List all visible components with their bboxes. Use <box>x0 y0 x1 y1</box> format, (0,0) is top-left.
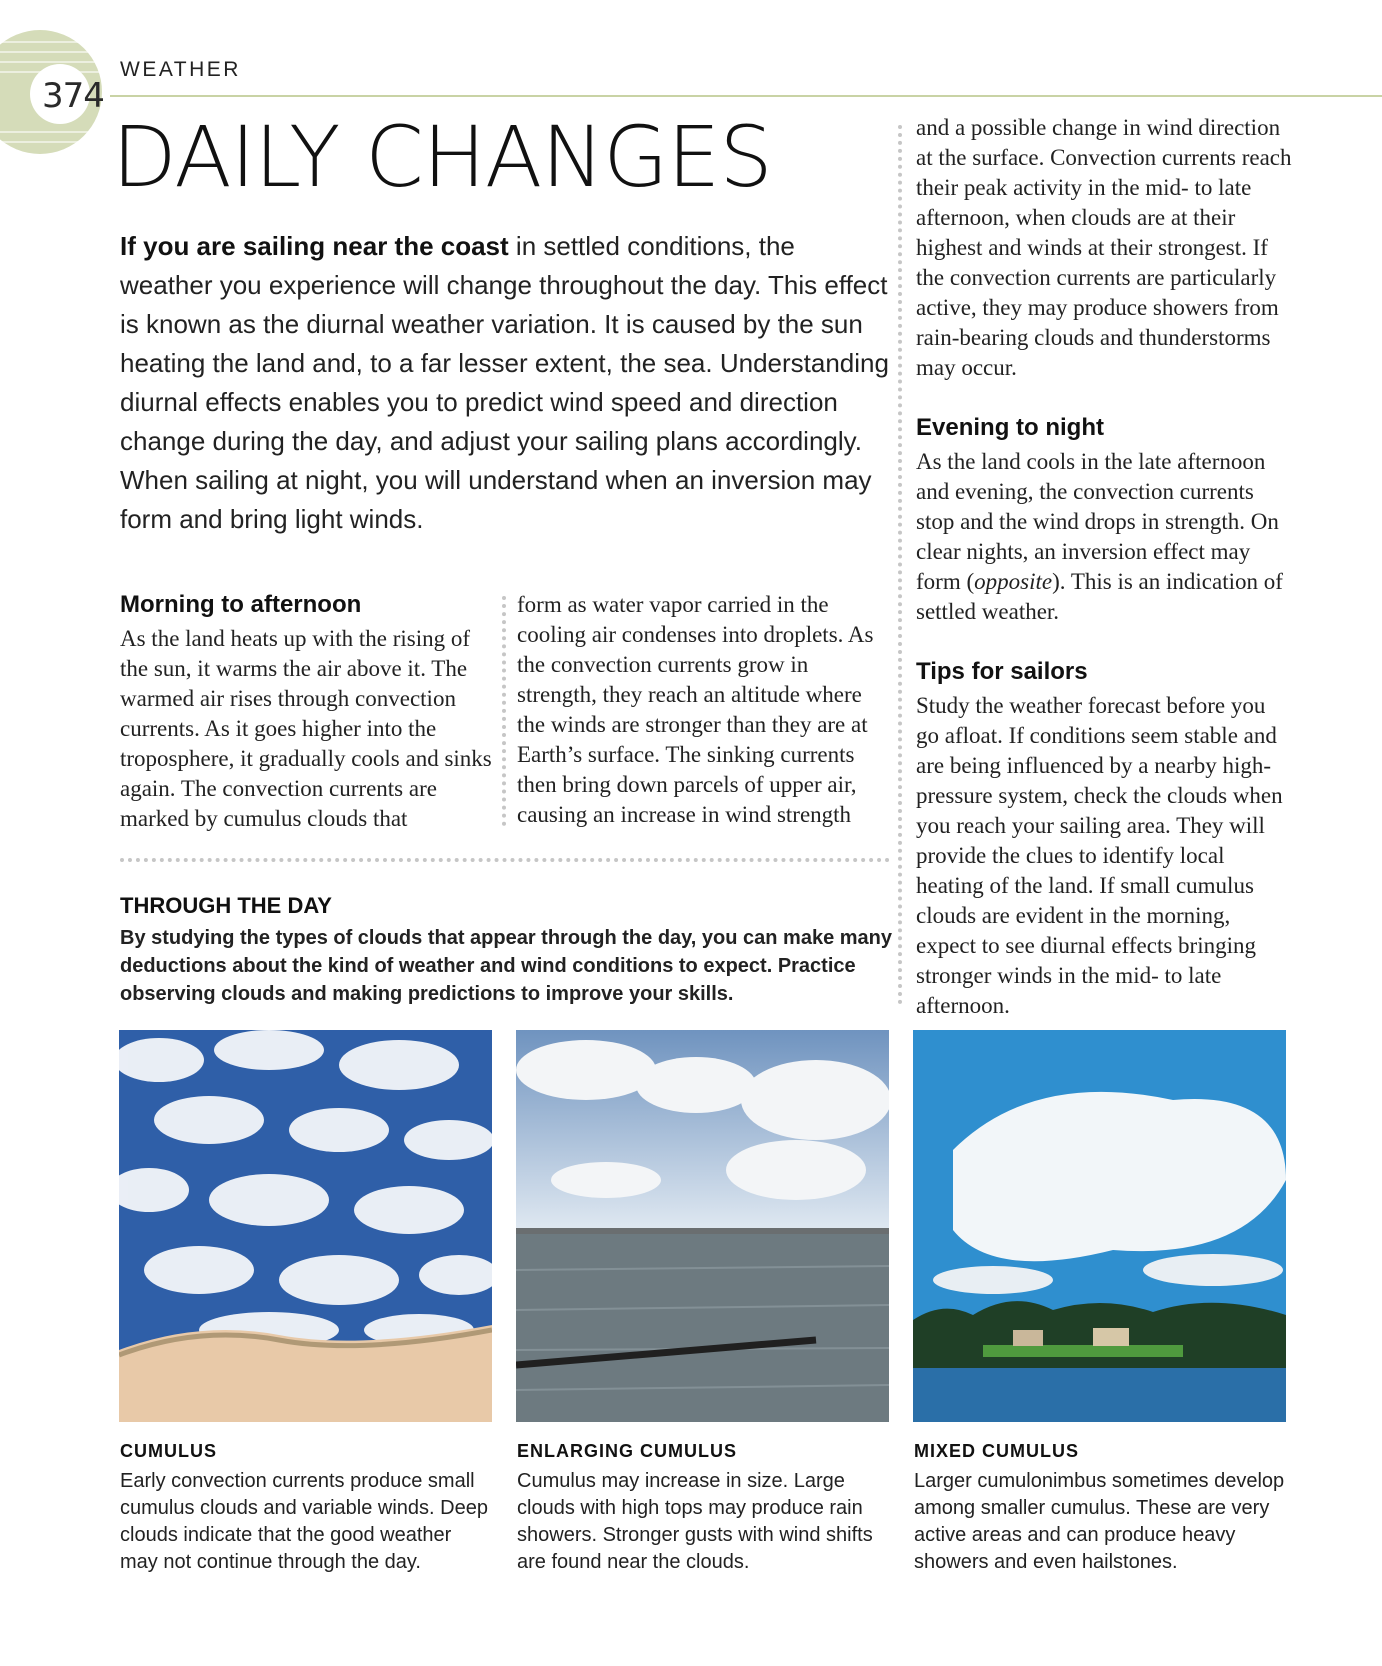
header-rule <box>110 95 1382 97</box>
caption-enlarging-cumulus <box>517 1441 889 1576</box>
through-the-day-heading: THROUGH THE DAY <box>120 893 332 918</box>
morning-text-2: form as water vapor carried in the cooling air condenses into droplets. As the convection currents grow in strength, they reach an altitude where the winds are stronger than they are at Earth’s surface. The sinking currents then bring down parcels of upper air, causing an increase in wind strength <box>517 592 874 827</box>
continuation-text: and a possible change in wind direction at the surface. Convection currents reach their peak activity in the mid- to late afternoon, when clouds are at their highest and winds at their strongest. If the convection currents are particularly active, they may produce showers from rain-bearing clouds and thunderstorms may occur. <box>916 115 1292 380</box>
tips-section <box>916 657 1294 1021</box>
page-number: 374 <box>42 76 104 116</box>
section-divider <box>120 858 890 862</box>
tips-heading: Tips for sailors <box>916 658 1088 685</box>
caption-text: Larger cumulonimbus sometimes develop among smaller cumulus. These are very active areas and can produce heavy showers and even hailstones. <box>914 1470 1285 1573</box>
caption-title: MIXED CUMULUS <box>914 1441 1079 1461</box>
morning-column-2 <box>517 590 889 830</box>
evening-text <box>916 447 1294 627</box>
through-the-day-text: By studying the types of clouds that appear through the day, you can make many deductions about the kind of weather and wind conditions to expect. Practice observing clouds and making predictions to improve your skills. <box>120 927 892 1005</box>
tips-text: Study the weather forecast before you go afloat. If conditions seem stable and are being influenced by a nearby high-pressure system, check the clouds when you reach your sailing area. They will provide the clues to identify local heating of the land. If small cumulus clouds are evident in the morning, expect to see diurnal effects bringing stronger winds in the mid- to late afternoon. <box>916 693 1283 1018</box>
morning-heading: Morning to afternoon <box>120 591 362 618</box>
intro-text: in settled conditions, the weather you experience will change throughout the day. This effect is known as the diurnal weather variation. It is caused by the sun heating the land and, to a far lesser extent, the sea. Understanding diurnal effects enables you to predict wind speed and direction change during the day, and adjust your sailing plans accordingly. When sailing at night, you will understand when an inversion may form and bring light winds. <box>120 231 889 534</box>
caption-text: Cumulus may increase in size. Large clouds with high tops may produce rain showers. Stronger gusts with wind shifts are found near the clouds. <box>517 1470 873 1573</box>
evening-section <box>916 413 1294 627</box>
evening-italic: opposite <box>974 569 1053 594</box>
caption-title: CUMULUS <box>120 1441 217 1461</box>
caption-title: ENLARGING CUMULUS <box>517 1441 737 1461</box>
caption-cumulus <box>120 1441 492 1576</box>
caption-text: Early convection currents produce small cumulus clouds and variable winds. Deep clouds indicate that the good weather may not continue through the day. <box>120 1470 488 1573</box>
right-column <box>916 113 1294 1051</box>
evening-text-a: As the land cools in the late afternoon and evening, the convection currents stop and the wind drops in strength. On clear nights, an inversion effect may form ( <box>916 449 1279 594</box>
intro-paragraph <box>120 227 890 539</box>
evening-text-b: ). This is an indication of settled weather. <box>916 569 1283 624</box>
morning-text-1: As the land heats up with the rising of the sun, it warms the air above it. The warmed air rises through convection currents. As it goes higher into the troposphere, it gradually cools and sinks again. The convection currents are marked by cumulus clouds that <box>120 626 492 831</box>
enlarging-cumulus-photo <box>516 1030 889 1422</box>
page-title: DAILY CHANGES <box>112 108 772 206</box>
evening-heading: Evening to night <box>916 414 1104 441</box>
intro-lead: If you are sailing near the coast <box>120 231 509 261</box>
column-divider <box>502 596 506 826</box>
right-column-divider <box>898 125 902 1005</box>
section-label: WEATHER <box>120 58 241 81</box>
cumulus-photo <box>119 1030 492 1422</box>
mixed-cumulus-photo <box>913 1030 1286 1422</box>
morning-column-1 <box>120 590 492 834</box>
caption-mixed-cumulus <box>914 1441 1286 1576</box>
